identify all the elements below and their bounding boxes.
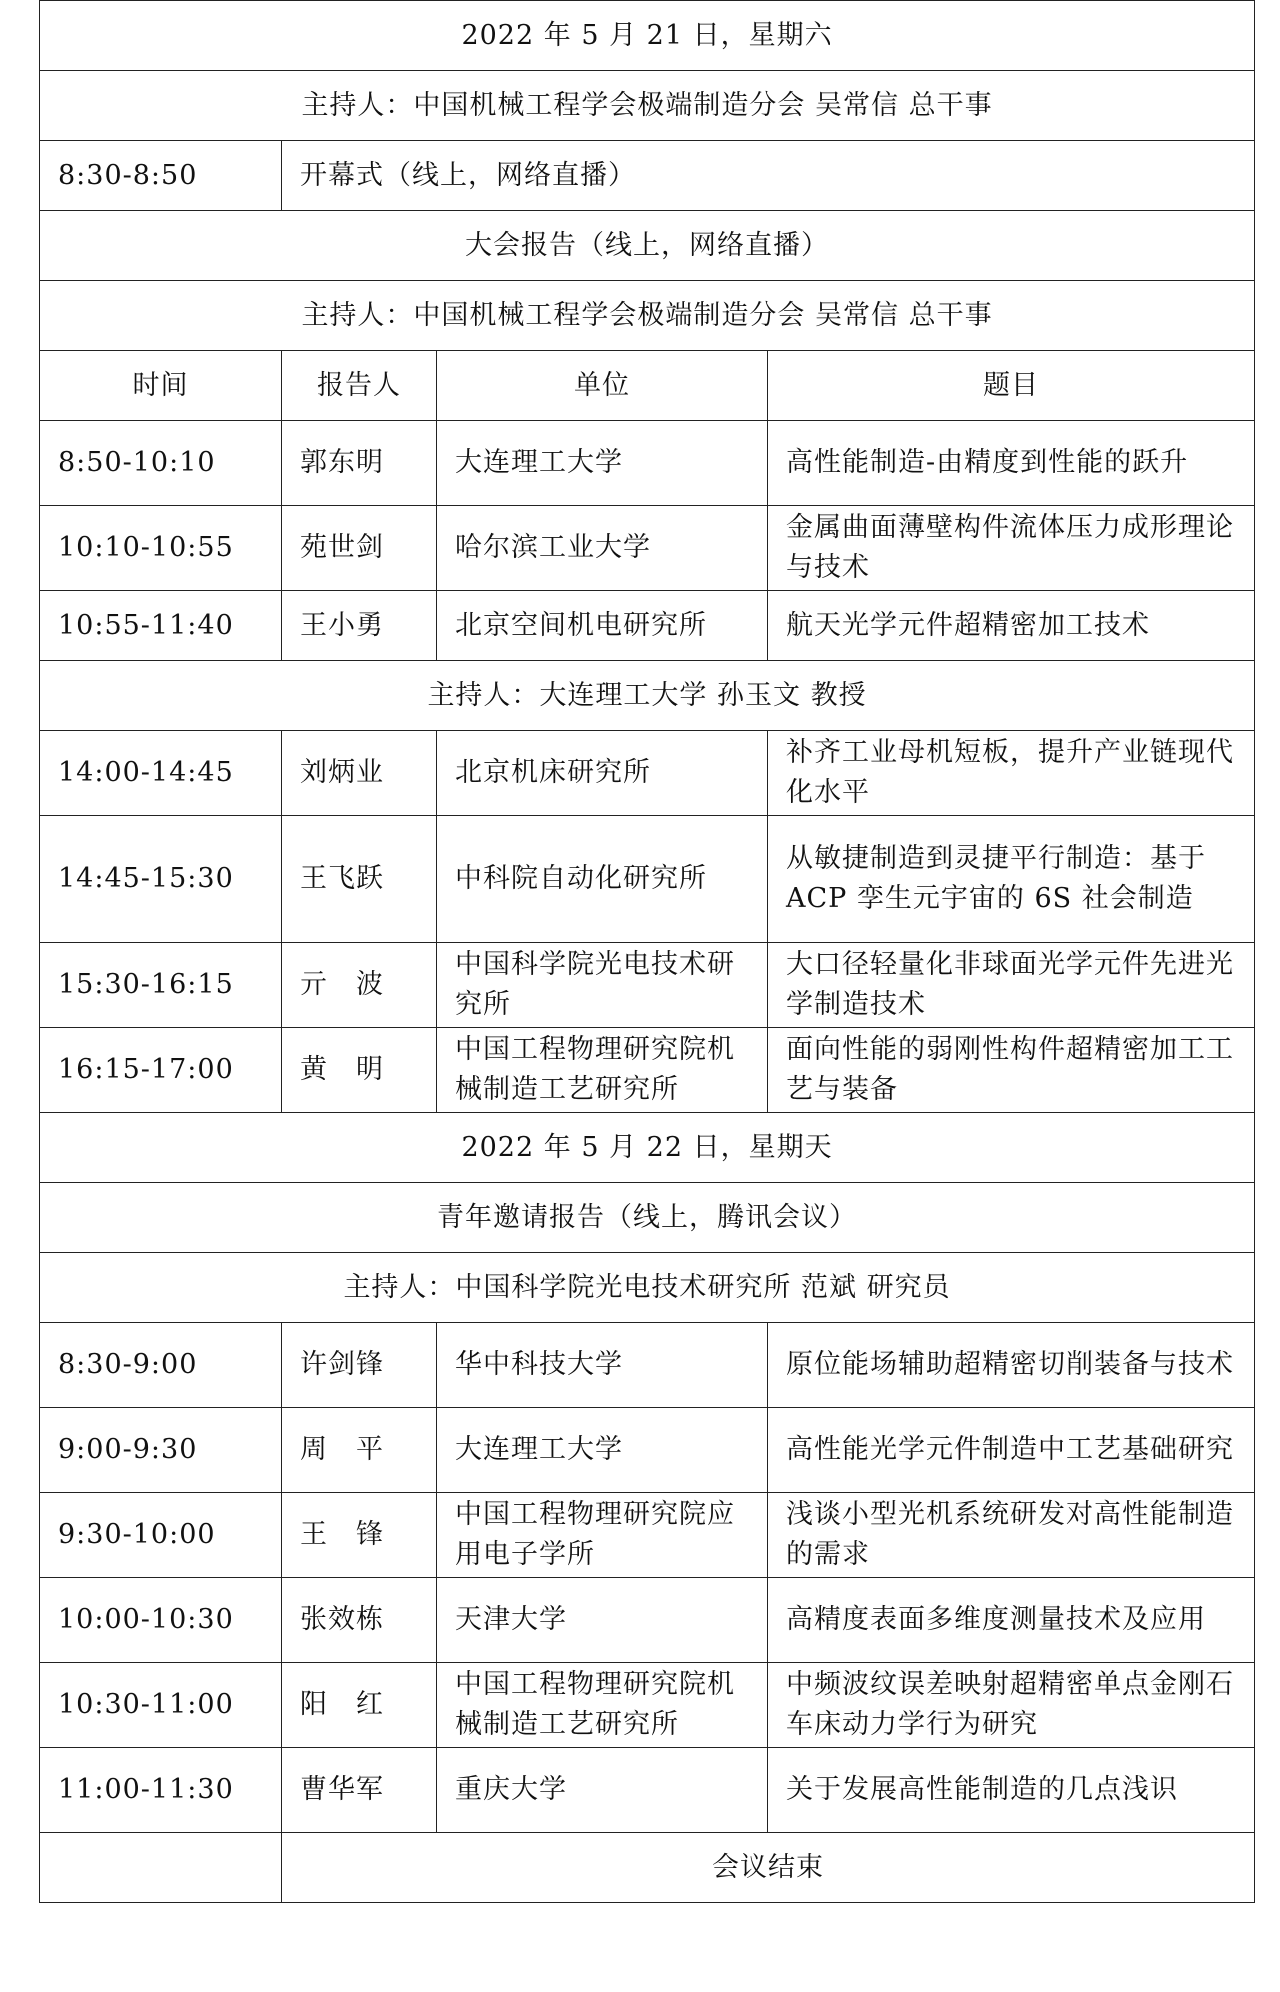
row-speaker: 郭东明 xyxy=(282,421,437,506)
row-unit: 重庆大学 xyxy=(437,1748,768,1833)
row-unit: 天津大学 xyxy=(437,1578,768,1663)
day1-host2-row xyxy=(40,281,1255,351)
youth-title-row xyxy=(40,1183,1255,1253)
header-speaker: 报告人 xyxy=(282,351,437,421)
row-unit: 华中科技大学 xyxy=(437,1323,768,1408)
table-row xyxy=(40,421,1255,506)
plenary-title-row xyxy=(40,211,1255,281)
row-speaker: 曹华军 xyxy=(282,1748,437,1833)
row-time: 10:55-11:40 xyxy=(40,591,282,661)
row-time: 9:30-10:00 xyxy=(40,1493,282,1578)
day1-host3-row xyxy=(40,661,1255,731)
header-topic: 题目 xyxy=(768,351,1255,421)
row-topic: 航天光学元件超精密加工技术 xyxy=(768,591,1255,661)
row-speaker: 阳 红 xyxy=(282,1663,437,1748)
day1-date-row xyxy=(40,1,1255,71)
row-unit: 中国工程物理研究院机械制造工艺研究所 xyxy=(437,1028,768,1113)
table-row xyxy=(40,816,1255,943)
day1-host2: 主持人：中国机械工程学会极端制造分会 吴常信 总干事 xyxy=(40,281,1255,351)
row-speaker: 王小勇 xyxy=(282,591,437,661)
table-row xyxy=(40,1493,1255,1578)
table-row xyxy=(40,1323,1255,1408)
table-row xyxy=(40,1748,1255,1833)
row-topic: 面向性能的弱刚性构件超精密加工工艺与装备 xyxy=(768,1028,1255,1113)
row-topic: 关于发展高性能制造的几点浅识 xyxy=(768,1748,1255,1833)
row-topic: 大口径轻量化非球面光学元件先进光学制造技术 xyxy=(768,943,1255,1028)
day2-date: 2022 年 5 月 22 日，星期天 xyxy=(40,1113,1255,1183)
day2-host-row xyxy=(40,1253,1255,1323)
row-time: 10:10-10:55 xyxy=(40,506,282,591)
youth-title: 青年邀请报告（线上，腾讯会议） xyxy=(40,1183,1255,1253)
closing-empty-cell xyxy=(40,1833,282,1903)
schedule-table xyxy=(39,0,1255,1903)
header-unit: 单位 xyxy=(437,351,768,421)
table-row xyxy=(40,1408,1255,1493)
row-unit: 中科院自动化研究所 xyxy=(437,816,768,943)
table-row xyxy=(40,506,1255,591)
row-time: 14:45-15:30 xyxy=(40,816,282,943)
row-speaker: 黄 明 xyxy=(282,1028,437,1113)
row-topic: 从敏捷制造到灵捷平行制造：基于 ACP 孪生元宇宙的 6S 社会制造 xyxy=(768,816,1255,943)
opening-time: 8:30-8:50 xyxy=(40,141,282,211)
row-unit: 中国科学院光电技术研究所 xyxy=(437,943,768,1028)
table-row xyxy=(40,591,1255,661)
row-speaker: 王飞跃 xyxy=(282,816,437,943)
table-row xyxy=(40,1578,1255,1663)
table-row xyxy=(40,943,1255,1028)
row-topic: 原位能场辅助超精密切削装备与技术 xyxy=(768,1323,1255,1408)
header-time: 时间 xyxy=(40,351,282,421)
row-speaker: 张效栋 xyxy=(282,1578,437,1663)
day2-host: 主持人：中国科学院光电技术研究所 范斌 研究员 xyxy=(40,1253,1255,1323)
row-time: 16:15-17:00 xyxy=(40,1028,282,1113)
table-row xyxy=(40,731,1255,816)
row-time: 15:30-16:15 xyxy=(40,943,282,1028)
closing-row xyxy=(40,1833,1255,1903)
row-time: 14:00-14:45 xyxy=(40,731,282,816)
row-topic: 金属曲面薄壁构件流体压力成形理论与技术 xyxy=(768,506,1255,591)
row-topic: 中频波纹误差映射超精密单点金刚石车床动力学行为研究 xyxy=(768,1663,1255,1748)
row-time: 11:00-11:30 xyxy=(40,1748,282,1833)
day1-host1-row xyxy=(40,71,1255,141)
row-speaker: 刘炳业 xyxy=(282,731,437,816)
row-topic: 高精度表面多维度测量技术及应用 xyxy=(768,1578,1255,1663)
row-time: 10:30-11:00 xyxy=(40,1663,282,1748)
row-time: 9:00-9:30 xyxy=(40,1408,282,1493)
row-topic: 浅谈小型光机系统研发对高性能制造的需求 xyxy=(768,1493,1255,1578)
row-speaker: 周 平 xyxy=(282,1408,437,1493)
opening-label: 开幕式（线上，网络直播） xyxy=(282,141,1255,211)
table-row xyxy=(40,1028,1255,1113)
table-row xyxy=(40,1663,1255,1748)
row-topic: 高性能光学元件制造中工艺基础研究 xyxy=(768,1408,1255,1493)
row-topic: 高性能制造-由精度到性能的跃升 xyxy=(768,421,1255,506)
row-speaker: 苑世剑 xyxy=(282,506,437,591)
row-unit: 北京空间机电研究所 xyxy=(437,591,768,661)
row-unit: 大连理工大学 xyxy=(437,421,768,506)
opening-row xyxy=(40,141,1255,211)
day1-host3: 主持人：大连理工大学 孙玉文 教授 xyxy=(40,661,1255,731)
day2-date-row xyxy=(40,1113,1255,1183)
row-speaker: 许剑锋 xyxy=(282,1323,437,1408)
row-unit: 大连理工大学 xyxy=(437,1408,768,1493)
closing-label: 会议结束 xyxy=(282,1833,1255,1903)
row-unit: 北京机床研究所 xyxy=(437,731,768,816)
row-unit: 哈尔滨工业大学 xyxy=(437,506,768,591)
row-unit: 中国工程物理研究院机械制造工艺研究所 xyxy=(437,1663,768,1748)
row-time: 10:00-10:30 xyxy=(40,1578,282,1663)
header-row xyxy=(40,351,1255,421)
row-time: 8:50-10:10 xyxy=(40,421,282,506)
row-unit: 中国工程物理研究院应用电子学所 xyxy=(437,1493,768,1578)
row-speaker: 亓 波 xyxy=(282,943,437,1028)
plenary-title: 大会报告（线上，网络直播） xyxy=(40,211,1255,281)
day1-host1: 主持人：中国机械工程学会极端制造分会 吴常信 总干事 xyxy=(40,71,1255,141)
row-speaker: 王 锋 xyxy=(282,1493,437,1578)
day1-date: 2022 年 5 月 21 日，星期六 xyxy=(40,1,1255,71)
row-topic: 补齐工业母机短板，提升产业链现代化水平 xyxy=(768,731,1255,816)
row-time: 8:30-9:00 xyxy=(40,1323,282,1408)
